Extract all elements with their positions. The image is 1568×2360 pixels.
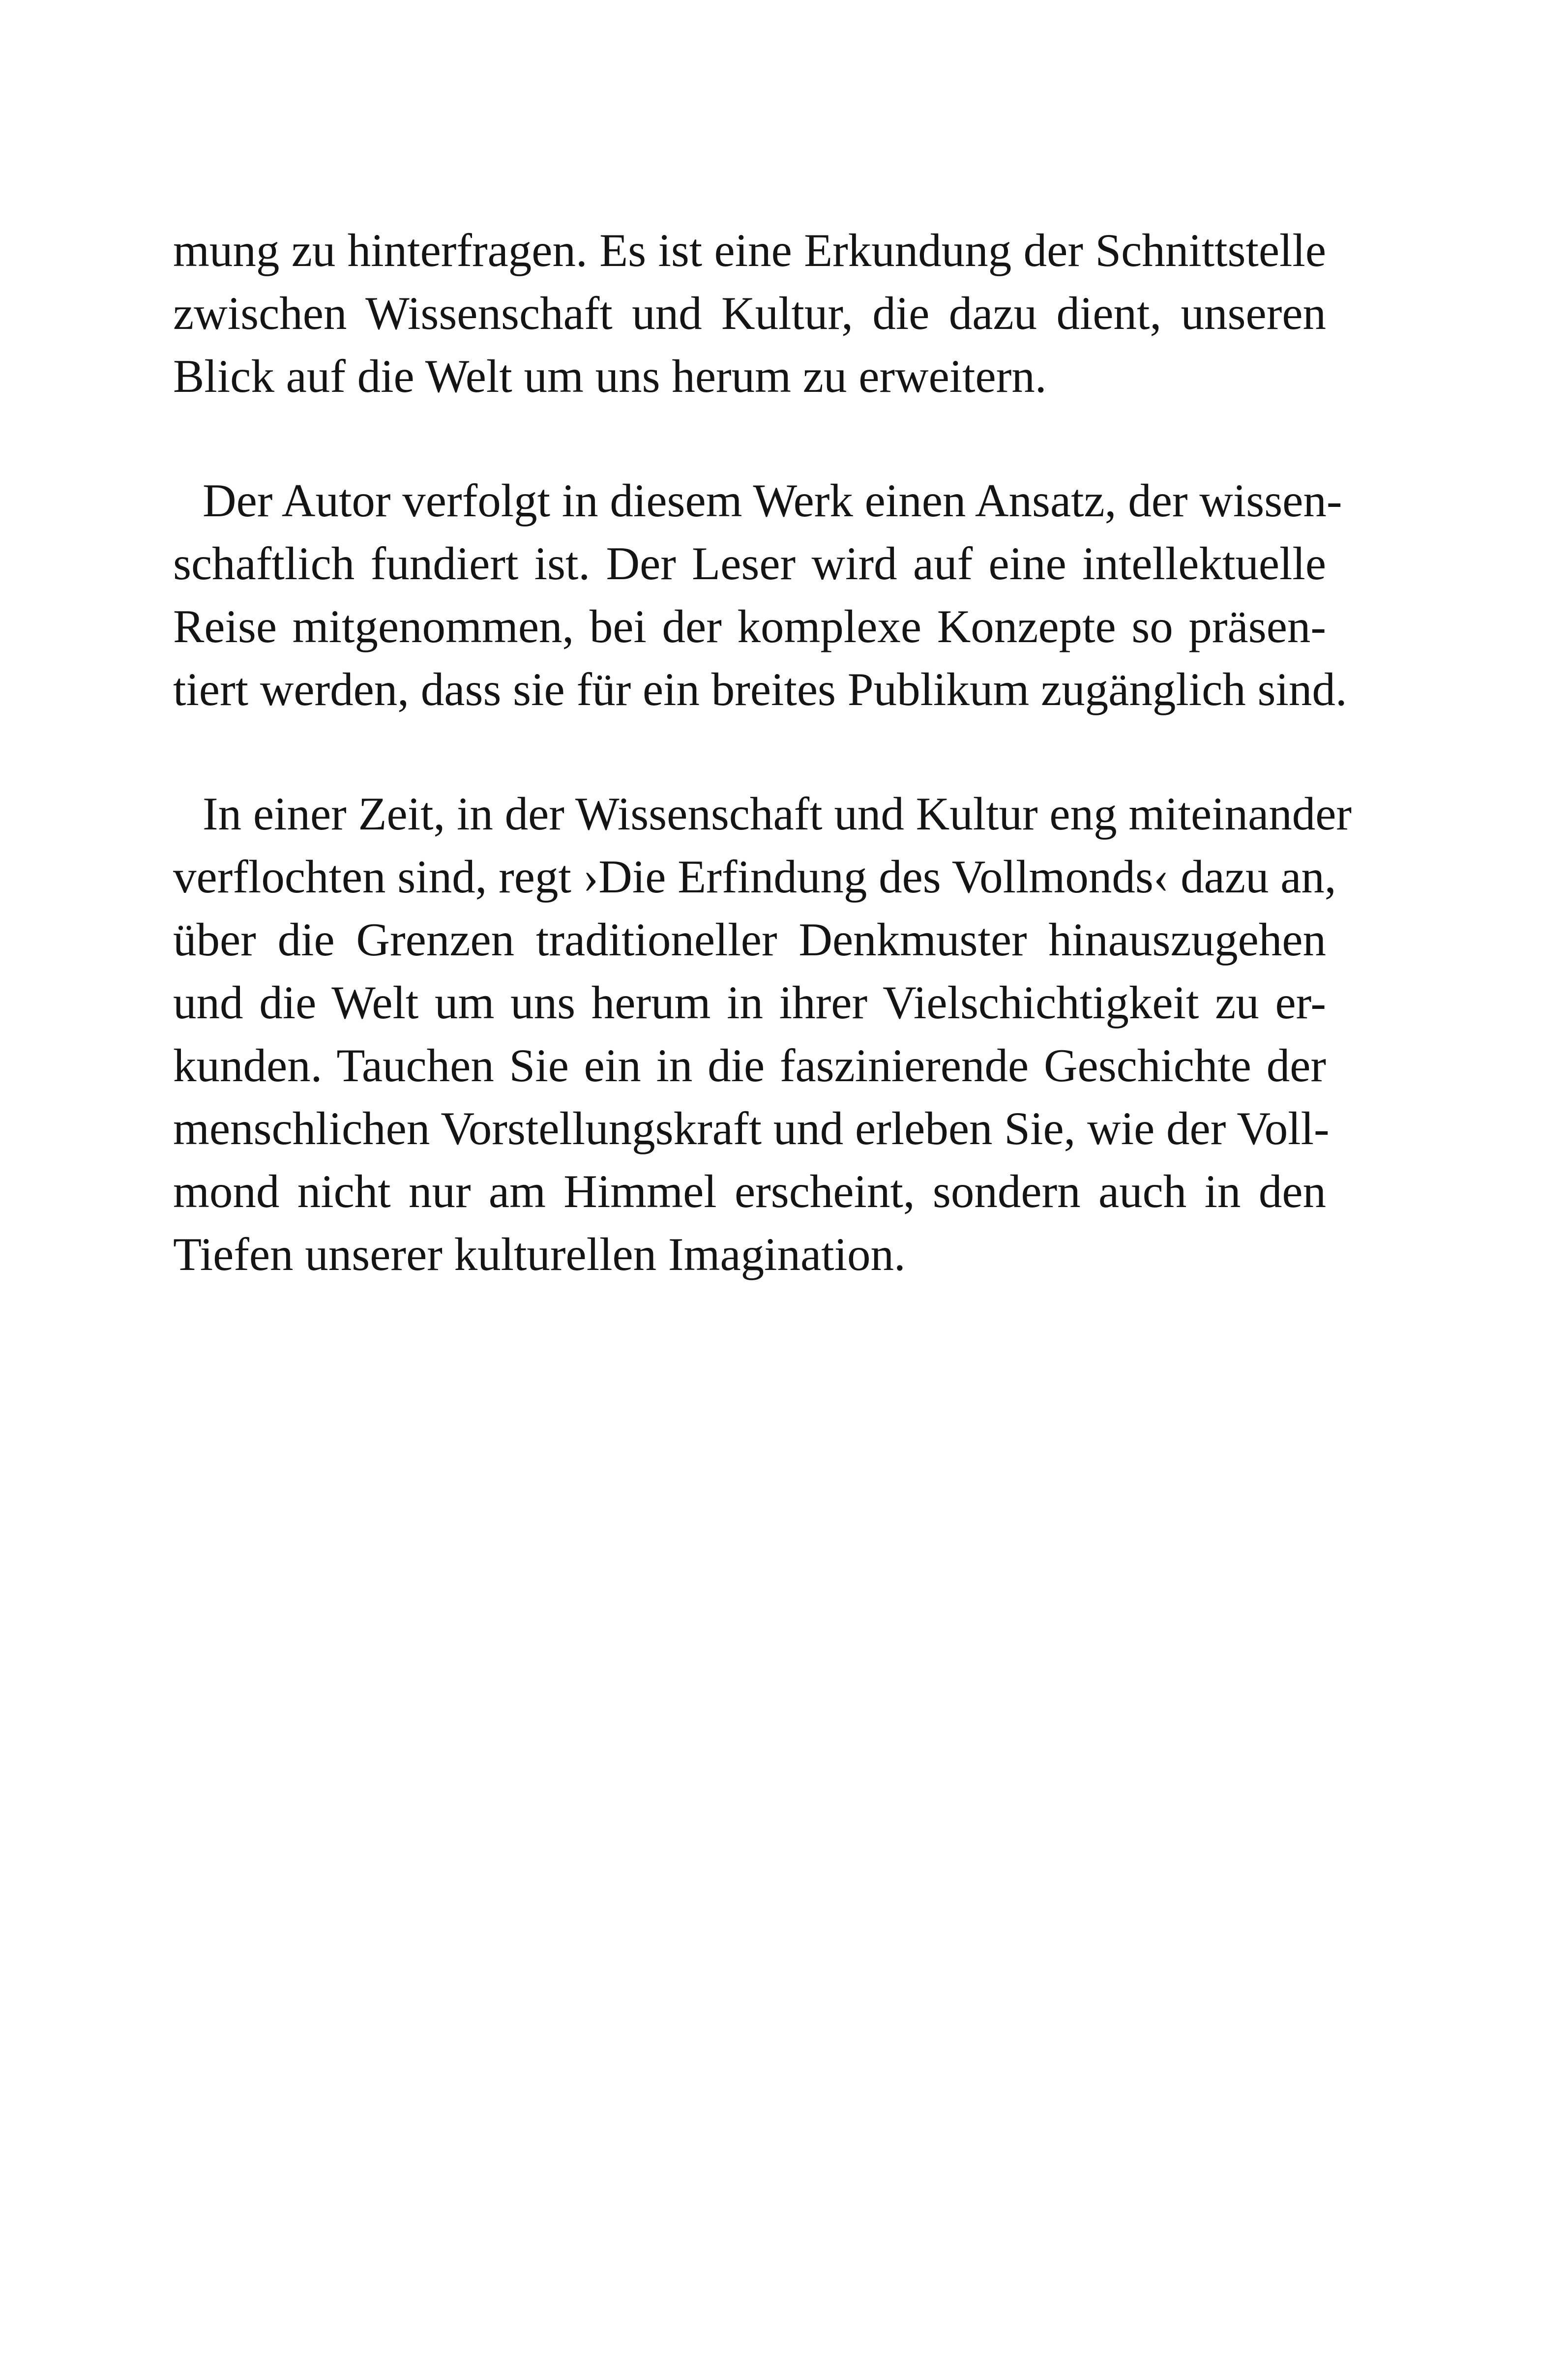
text-line: menschlichen Vorstellungskraft und erleben Sie, wie der Voll- [173, 1102, 1330, 1154]
text-line: zwischen Wissenschaft und Kultur, die dazu dient, unseren [173, 287, 1326, 339]
text-line: Reise mitgenommen, bei der komplexe Konzepte so präsen- [173, 600, 1326, 652]
paragraph-3 [173, 782, 1352, 1286]
text-line: tiert werden, dass sie für ein breites Publikum zugänglich sind. [173, 663, 1347, 715]
text-line: Blick auf die Welt um uns herum zu erweitern. [173, 350, 1047, 402]
text-line: Der Autor verfolgt in diesem Werk einen Ansatz, der wissen- [203, 474, 1342, 527]
body-text [173, 219, 1352, 1347]
text-line: kunden. Tauchen Sie ein in die faszinierende Geschichte der [173, 1039, 1326, 1092]
text-line: verflochten sind, regt ›Die Erfindung des Vollmonds‹ dazu an, [173, 851, 1336, 903]
text-line: mung zu hinterfragen. Es ist eine Erkundung der Schnittstelle [173, 224, 1326, 276]
text-line: und die Welt um uns herum in ihrer Vielschichtigkeit zu er- [173, 976, 1326, 1029]
text-line: In einer Zeit, in der Wissenschaft und Kultur eng miteinander [203, 788, 1352, 840]
text-line: mond nicht nur am Himmel erscheint, sondern auch in den [173, 1165, 1326, 1217]
paragraph-2 [173, 469, 1347, 721]
text-line: über die Grenzen traditioneller Denkmuster hinauszugehen [173, 914, 1326, 966]
paragraph-1 [173, 219, 1326, 408]
text-line: Tiefen unserer kulturellen Imagination. [173, 1228, 906, 1280]
text-line: schaftlich fundiert ist. Der Leser wird auf eine intellektuelle [173, 537, 1326, 590]
